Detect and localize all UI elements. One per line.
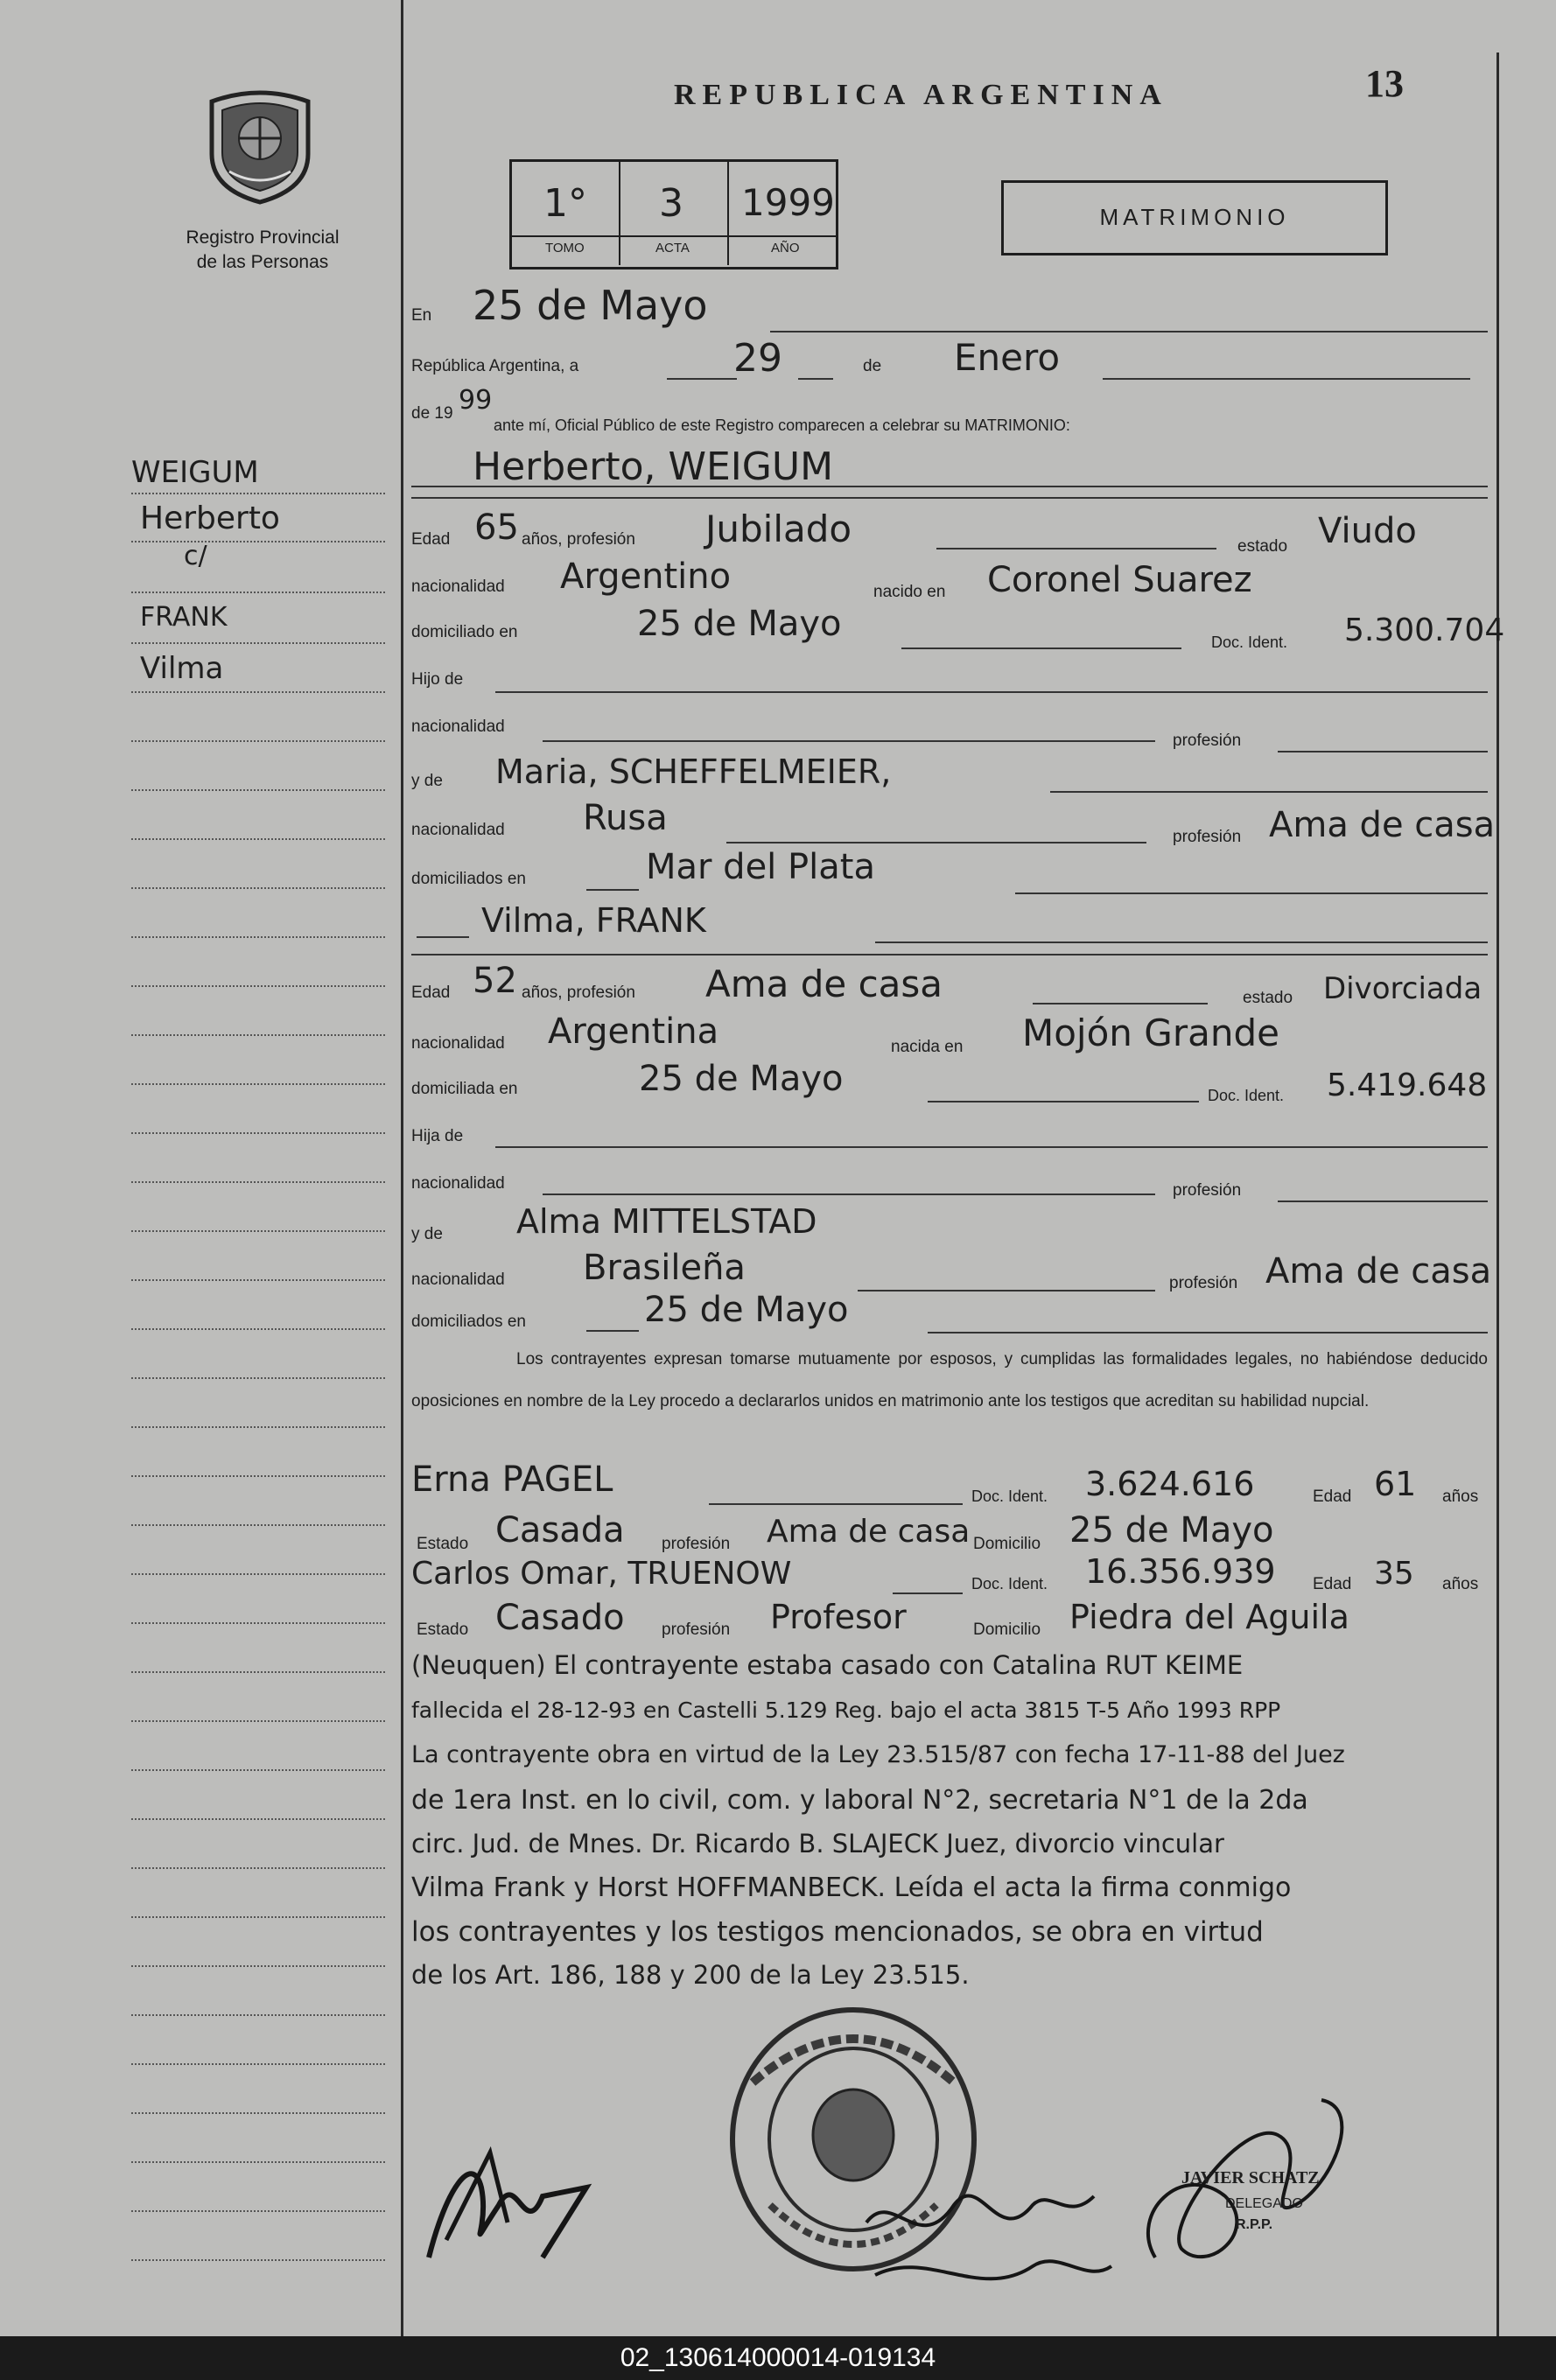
- witness2-doc-label: Doc. Ident.: [971, 1575, 1048, 1592]
- witness2-status: Casado: [495, 1598, 625, 1638]
- act-month: Enero: [954, 336, 1061, 379]
- bride-mother: Alma MITTELSTAD: [516, 1202, 817, 1241]
- margin-note-line-4: FRANK: [140, 602, 228, 633]
- margin-note-line-1: WEIGUM: [131, 455, 259, 490]
- note-line-6: Vilma Frank y Horst HOFFMANBECK. Leída el acta la firma conmigo: [411, 1872, 1292, 1903]
- ano-label: AÑO: [771, 241, 800, 256]
- bride-y-de-label: y de: [411, 1225, 443, 1243]
- tomo-value: 1°: [543, 181, 587, 226]
- bride-mother-profession: Ama de casa: [1265, 1251, 1492, 1292]
- act-place: 25 de Mayo: [473, 282, 708, 329]
- witness1-profession: Ama de casa: [767, 1514, 971, 1550]
- witness1-edad-label: Edad: [1313, 1488, 1352, 1506]
- bride-father-nac-label: nacionalidad: [411, 1174, 505, 1193]
- groom-address: 25 de Mayo: [637, 604, 842, 644]
- witness1-name: Erna PAGEL: [411, 1460, 613, 1500]
- bride-profesion-label: años, profesión: [522, 984, 635, 1002]
- groom-father-prof-label: profesión: [1173, 732, 1242, 750]
- bride-father-prof-label: profesión: [1173, 1181, 1242, 1200]
- act-day: 29: [733, 336, 782, 381]
- bride-mother-nac-label: nacionalidad: [411, 1270, 505, 1289]
- act-type: MATRIMONIO: [1099, 204, 1290, 230]
- groom-mother-prof-label: profesión: [1173, 828, 1242, 846]
- note-line-8: de los Art. 186, 188 y 200 de la Ley 23.515.: [411, 1960, 970, 1990]
- bride-nacida-label: nacida en: [891, 1038, 964, 1056]
- registry-name: [140, 226, 385, 275]
- groom-name: Herberto, WEIGUM: [473, 444, 834, 489]
- witness1-anos-label: años: [1442, 1488, 1479, 1506]
- note-line-5: circ. Jud. de Mnes. Dr. Ricardo B. SLAJECK Juez, divorcio vincular: [411, 1829, 1224, 1858]
- groom-doc-label: Doc. Ident.: [1211, 634, 1288, 651]
- groom-birthplace: Coronel Suarez: [987, 560, 1252, 600]
- tomo-label: TOMO: [545, 241, 585, 256]
- witness1-doc-label: Doc. Ident.: [971, 1488, 1048, 1505]
- witness1-domicilio-label: Domicilio: [973, 1535, 1041, 1553]
- groom-nacionalidad-label: nacionalidad: [411, 578, 505, 596]
- officer-role: DELEGADO: [1225, 2196, 1303, 2211]
- groom-mother-nac-label: nacionalidad: [411, 821, 505, 839]
- witness2-edad-label: Edad: [1313, 1575, 1352, 1593]
- bride-mother-nationality: Brasileña: [583, 1248, 746, 1288]
- witness2-estado-label: Estado: [417, 1620, 469, 1639]
- bride-address: 25 de Mayo: [639, 1059, 844, 1099]
- groom-status: Viudo: [1318, 511, 1417, 551]
- bride-status: Divorciada: [1323, 971, 1482, 1006]
- registry-line-2: de las Personas: [196, 252, 329, 272]
- act-type-box: [1001, 180, 1388, 256]
- acta-value: 3: [659, 181, 683, 226]
- acta-label: ACTA: [655, 241, 690, 256]
- groom-mother-profession: Ama de casa: [1269, 805, 1496, 845]
- witness2-doc: 16.356.939: [1085, 1552, 1276, 1591]
- year-prefix: de 19: [411, 404, 453, 423]
- witness1-status: Casada: [495, 1510, 625, 1550]
- registry-seal-icon: [203, 84, 317, 206]
- bride-name: Vilma, FRANK: [481, 901, 706, 940]
- de-label: de: [863, 357, 882, 375]
- groom-nationality: Argentino: [560, 556, 732, 597]
- declaration-text: Los contrayentes expresan tomarse mutuamente por esposos, y cumplidas las formalidades legales, no habiéndose deducido oposiciones en nombre de la Ley procedo a declararlos unidos en matrimonio ante los testigos que acreditan su habilidad nupcial.: [411, 1350, 1488, 1410]
- bride-birthplace: Mojón Grande: [1022, 1012, 1279, 1054]
- witness1-estado-label: Estado: [417, 1535, 469, 1553]
- bride-mother-prof-label: profesión: [1169, 1274, 1238, 1292]
- witness2-profesion-label: profesión: [662, 1620, 731, 1639]
- ano-value: 1999: [741, 181, 835, 224]
- margin-column: [0, 0, 401, 2336]
- groom-signature-icon: [411, 2135, 604, 2275]
- republic-label: República Argentina, a: [411, 357, 579, 375]
- bride-nacionalidad-label: nacionalidad: [411, 1034, 505, 1053]
- witness2-name: Carlos Omar, TRUENOW: [411, 1556, 792, 1592]
- officer-name: JAVIER SCHATZ: [1181, 2168, 1320, 2188]
- witness1-age: 61: [1374, 1465, 1417, 1503]
- margin-divider: [401, 0, 403, 2336]
- bride-nationality: Argentina: [548, 1012, 719, 1052]
- margin-note-line-5: Vilma: [140, 651, 224, 686]
- groom-profesion-label: años, profesión: [522, 530, 635, 549]
- note-line-1: (Neuquen) El contrayente estaba casado con Catalina RUT KEIME: [411, 1650, 1244, 1680]
- bride-age: 52: [473, 961, 517, 1001]
- groom-y-de-label: y de: [411, 772, 443, 790]
- bride-profession: Ama de casa: [705, 962, 943, 1005]
- note-line-3: La contrayente obra en virtud de la Ley 23.515/87 con fecha 17-11-88 del Juez: [411, 1741, 1345, 1768]
- margin-note-line-3: c/: [184, 541, 207, 571]
- witness2-anos-label: años: [1442, 1575, 1479, 1593]
- groom-doc: 5.300.704: [1344, 612, 1505, 648]
- book-reference-box: [509, 159, 838, 270]
- registry-line-1: Registro Provincial: [186, 228, 340, 248]
- bride-hija-label: Hija de: [411, 1127, 464, 1145]
- groom-edad-label: Edad: [411, 530, 451, 549]
- image-caption: 02_130614000014-019134: [0, 2336, 1556, 2380]
- groom-father-nac-label: nacionalidad: [411, 718, 505, 736]
- witness2-domicilio-label: Domicilio: [973, 1620, 1041, 1639]
- en-label: En: [411, 306, 432, 325]
- note-line-7: los contrayentes y los testigos mencionados, se obra en virtud: [411, 1916, 1264, 1948]
- note-line-4: de 1era Inst. en lo civil, com. y laboral N°2, secretaria N°1 de la 2da: [411, 1785, 1308, 1816]
- intro-text: ante mí, Oficial Público de este Registro comparecen a celebrar su MATRIMONIO:: [494, 416, 1070, 434]
- bride-doc-label: Doc. Ident.: [1208, 1087, 1285, 1104]
- groom-nacido-label: nacido en: [873, 583, 946, 601]
- officer-org: R.P.P.: [1236, 2217, 1273, 2232]
- witness2-age: 35: [1374, 1556, 1414, 1592]
- country-title: REPUBLICA ARGENTINA: [674, 79, 1168, 111]
- groom-parents-address: Mar del Plata: [646, 847, 875, 887]
- groom-estado-label: estado: [1237, 537, 1288, 556]
- bride-doc: 5.419.648: [1327, 1068, 1488, 1103]
- page-number: 13: [1365, 62, 1404, 105]
- bride-parents-address: 25 de Mayo: [644, 1290, 849, 1330]
- witness1-address: 25 de Mayo: [1069, 1510, 1274, 1550]
- groom-age: 65: [474, 508, 519, 548]
- witness2-profession: Profesor: [770, 1598, 907, 1636]
- groom-parents-dom-label: domiciliados en: [411, 870, 526, 888]
- bride-parents-dom-label: domiciliados en: [411, 1312, 526, 1331]
- note-line-2: fallecida el 28-12-93 en Castelli 5.129 Reg. bajo el acta 3815 T-5 Año 1993 RPP: [411, 1698, 1281, 1723]
- bride-domiciliada-label: domiciliada en: [411, 1080, 518, 1098]
- year-suffix: 99: [459, 385, 493, 416]
- witness2-address: Piedra del Aguila: [1069, 1598, 1349, 1636]
- groom-domiciliado-label: domiciliado en: [411, 623, 518, 641]
- groom-mother-nationality: Rusa: [583, 798, 668, 838]
- witness1-profesion-label: profesión: [662, 1535, 731, 1553]
- witness1-doc: 3.624.616: [1085, 1465, 1255, 1503]
- right-border: [1496, 52, 1499, 2336]
- groom-mother: Maria, SCHEFFELMEIER,: [495, 752, 892, 791]
- groom-profession: Jubilado: [705, 508, 852, 550]
- bride-signature-icon: [858, 2170, 1120, 2301]
- bride-estado-label: estado: [1243, 989, 1293, 1007]
- margin-note-line-2: Herberto: [140, 500, 280, 536]
- bride-edad-label: Edad: [411, 984, 451, 1002]
- groom-hijo-label: Hijo de: [411, 670, 464, 689]
